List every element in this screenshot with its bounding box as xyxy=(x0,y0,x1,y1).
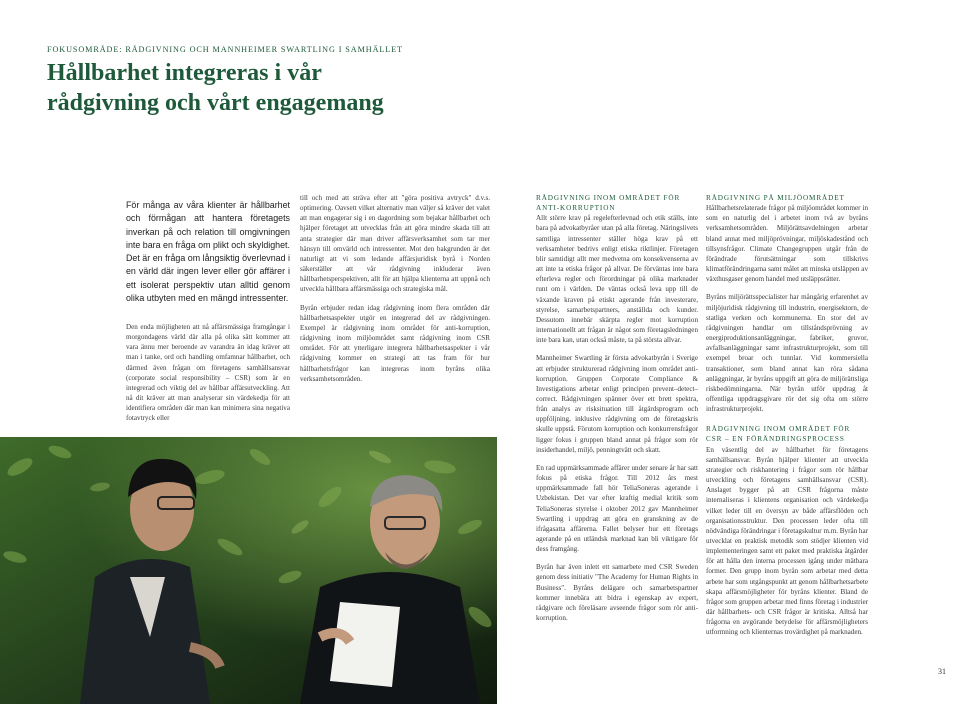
section-kicker: FOKUSOMRÅDE: RÅDGIVNING OCH MANNHEIMER SWARTLING I SAMHÄLLET xyxy=(47,45,403,54)
page-number: 31 xyxy=(938,667,946,676)
subheading-anti-corruption: RÅDGIVNING INOM OMRÅDET FÖR ANTI-KORRUPTION xyxy=(536,194,681,213)
body-column-1 xyxy=(126,322,290,424)
intro-paragraph xyxy=(126,199,290,305)
body-paragraph: till och med att sträva efter att "göra positiva avtryck" d.v.s. optimering. Oavsett vilket alternativ man väljer så kräver det valet att man engagerar sig i en dagordning som bejakar hållbarhet och hjälper företaget att utvecklas från att göra mindre skada till att anta strategier där man driver affärsverksamhet som tar mer hänsyn till omvärld och intressenter. Mot den bakgrunden är det naturligt att vi som ledande affärsjuridisk byrå i Norden säkerställer att vår rådgivning inkluderar även hållbarhetsperspektiven, allt för att hjälpa klienterna att uppnå och utveckla hållbara affärsmässiga och strategiska mål. xyxy=(300,194,490,294)
body-paragraph: En väsentlig del av hållbarhet för företagens samhällsansvar. Byrån hjälper klienter att utveckla strategier och riskhantering i frågor som rör hållbar utveckling och företagens samhällsansvar (CSR). Anslaget bygger på att CSR frågorna måste internaliseras i klientens organisation och värdekedja vilket leder till en översyn av både affärsflöden och organisationsstruktur. Den processen leder ofta till nödvändiga förändringar i företagskultur m.m. Byrån har utvecklat en praktisk metodik som stödjer klienten vid implementeringen samt ett paket med praktiska åtgärder för att hålla den interna processen igång under mätbara former. Den grupp inom byrån som arbetar med detta arbete har som utgångspunkt att genom hållbarhetsarbete skapa affärsmöjligheter för byråns klienter. Bland de frågor som gruppen arbetar med finns företag i industrier där hållbarhets- och CSR frågor är kritiska. Alltså har frågorna en avgörande betydelse för affärsmöjligheters utformning och klienternas trovärdighet på marknaden. xyxy=(706,445,868,637)
body-column-3 xyxy=(536,193,698,623)
body-paragraph: Mannheimer Swartling är första advokatbyrån i Sverige att erbjuder strukturerad rådgivning inom området anti-korruption. Gruppen Corporate Compliance & Investigations arbetar enligt principen prevent–detect–correct. Rådgivningen spänner över ett brett spektra, från analys av risksituation till åtgärdsprogram och uppföljning, inklusive rådgivning om de företagskris skulle uppstå. Förutom korruption och konkurrensfrågor ligger fokus i gruppen bland annat på frågor som rör insiderhandel, miljö, penningtvätt och skatt. xyxy=(536,354,698,454)
subheading-environment: RÅDGIVNING PÅ MILJÖOMRÅDET xyxy=(706,194,845,202)
body-paragraph: Byrån har även inlett ett samarbete med CSR Sweden genom dess initiativ "The Academy for Human Rights in Business". Byråns delägare och samarbetspartner kommer innebära att bidra i egenskap av expert, rådgivare och föreläsare avseende frågor som rör anti-korruption. xyxy=(536,563,698,623)
body-column-2 xyxy=(300,193,490,384)
intro-text: För många av våra klienter är hållbarhet och förmågan att hantera företagets inverkan på och relation till omgivningen inte bara en fråga om plikt och skyldighet. Det är en fråga om långsiktig överlevnad i en värld där ingen lever eller gör affärer i ett isolerat perspektiv utan alltid genom olika utbyten med en mängd intressenter. xyxy=(126,200,290,304)
subheading-csr: RÅDGIVNING INOM OMRÅDET FÖR CSR – EN FÖRÄNDRINGSPROCESS xyxy=(706,425,851,444)
body-paragraph: Den enda möjligheten att nå affärsmässiga framgångar i morgondagens värld där alla på olika sätt kommer att vara ännu mer beroende av varandra än idag kräver att man i tanke, ord och handling omfamnar hållbarhet, och därmed även frågan om företagens samhällsansvar (corporate social responsibility – CSR) som är en integrerad och viktig del av hållbar affärsutveckling. Att nå dit kräver att man analyserar sin värdekedja för att identifiera områden där man kan minimera sina negativa fotavtryck eller xyxy=(126,323,290,423)
body-column-4 xyxy=(706,193,868,638)
headline-line-1: Hållbarhet integreras i vår xyxy=(47,60,322,86)
headline-line-2: rådgivning och vårt engagemang xyxy=(47,90,384,116)
body-paragraph: Allt större krav på regelefterlevnad och etik ställs, inte bara på advokatbyråer utan på alla företag. Näringslivets samtliga intressenter ställer höga krav på ett verksamheter bedrivs enligt etiska riktlinjer. Företagen blir samtidigt allt mer medvetna om konsekvenserna av att inte ta etiska frågor på allvar. De förväntas inte bara efterleva regler och förordningar på olika marknader runt om i världen. De väntas också leva upp till de växande kraven på etiskt agerande från investerare, styrelse, samarbetspartners, anställda och kunder. Dessutom innebär skärpta regler mot korruption internationellt att frågan är något som företagsledningen inte bara kan, utan också måste, ta på största allvar. xyxy=(536,214,698,345)
body-paragraph: En rad uppmärksammade affärer under senare år har satt fokus på etiska frågor. Till 2012 års mest uppmärksammade fall hör TeliaSoneras agerande i Uzbekistan. Det var efter kraftig medial kritik som TeliaSoneras styrelse i oktober 2012 gav Mannheimer Swartling i uppdrag att göra en granskning av de ifrågasatta affärerna. Fallet belyser hur ett företags agerande på en utländsk marknad kan bli viktigare för dess framgång. xyxy=(536,463,698,554)
body-paragraph: Byråns miljörättsspecialister har mångårig erfarenhet av miljöjuridisk rådgivning till industrin, energisektorn, de statliga verken och kommunerna. En stor del av rådgivningen handlar om tillståndsprövning av energiproduktionsanläggningar, fabriker, gruvor, avfallsanläggningar samt infrastrukturprojekt, som till exempel broar och tunnlar. Vid kommersiella transaktioner, som bland annat kan röra sådana anläggningar, är byråns uppgift att göra de miljörättsliga riskbedömningarna. När byrån utför uppdrag åt offentliga uppdragsgivare rör det sig ofta om större infrastrukturprojekt. xyxy=(706,293,868,414)
body-paragraph: Hållbarhetsrelaterade frågor på miljöområdet kommer in som en naturlig del i arbetet inom två av byråns verksamhetsområden. Miljörättsavdelningen arbetar bland annat med miljöprövningar, miljöskadestånd och tillsynsfrågor. Climate Changegruppen utgår från de förändrade förutsättningar som tillskrivs klimatförändringarna samt målet att minska utsläppen av växthusgaser genom handel med utsläppsrätter. xyxy=(706,204,868,284)
body-paragraph: Byrån erbjuder redan idag rådgivning inom flera områden där hållbarhetsaspekter utgör en integrerad del av rådgivningen. Exempel är rådgivning inom området för anti-korruption, rådgivning inom miljöområdet samt rådgivning inom CSR området. För att ytterligare integrera hållbarhetsaspekter i vår rådgivning kommer en strategi att tas fram för hur hållbarhetsfrågor kan integreras inom byråns olika verksamhetsområden. xyxy=(300,303,490,383)
page-headline xyxy=(47,58,467,118)
photo-two-men-conversation xyxy=(0,437,497,704)
